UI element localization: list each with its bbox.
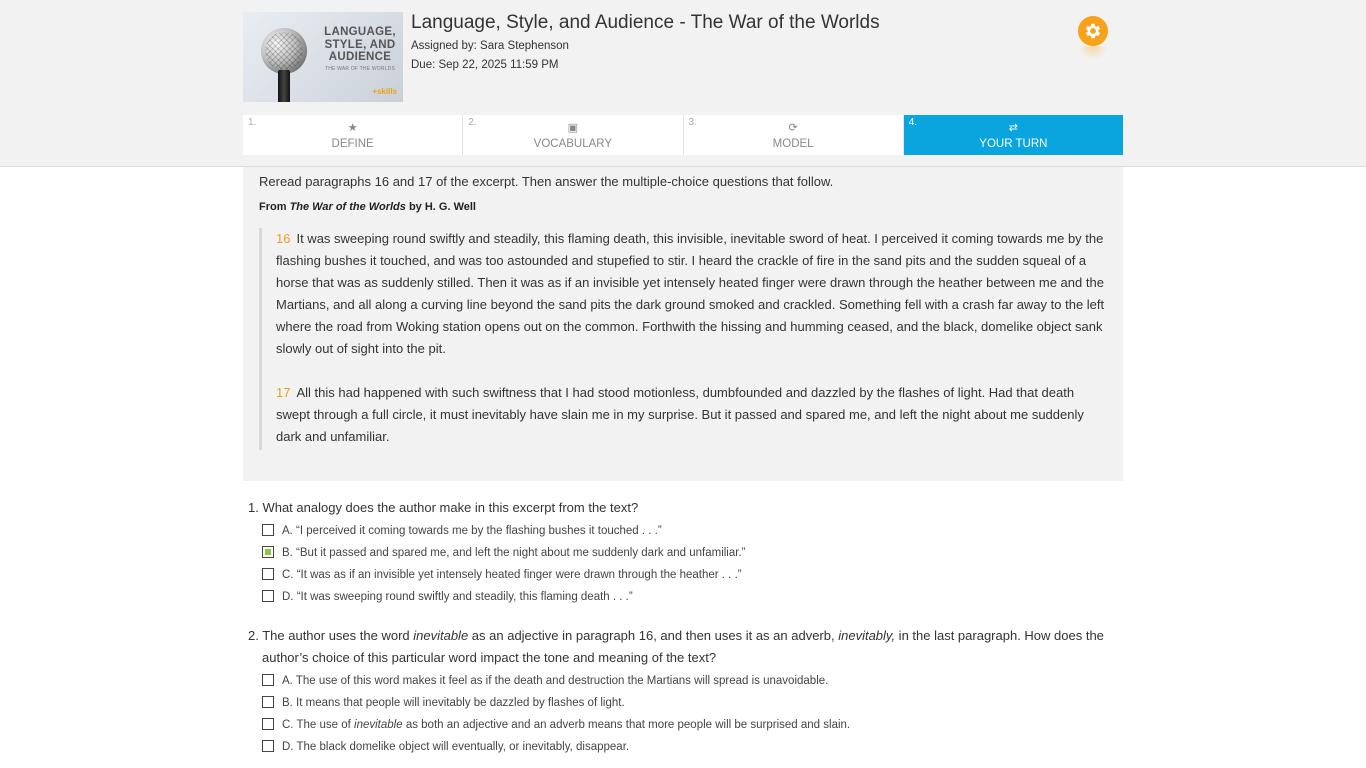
- briefcase-icon: ▣: [567, 122, 579, 134]
- tab-vocabulary[interactable]: [463, 115, 683, 155]
- answer-option[interactable]: B. It means that people will inevitably be dazzled by flashes of light.: [262, 692, 625, 714]
- answer-option[interactable]: D. The black domelike object will eventually, or inevitably, disappear.: [262, 736, 629, 758]
- tab-label: MODEL: [772, 138, 814, 150]
- checkbox[interactable]: [262, 718, 274, 730]
- question-1: [248, 497, 1118, 519]
- brand-logo: +skills: [372, 87, 397, 96]
- tab-label: YOUR TURN: [979, 138, 1048, 150]
- answer-option[interactable]: A. The use of this word makes it feel as if the death and destruction the Martians will spread is unavoidable.: [262, 670, 828, 692]
- sync-icon: ⇄: [1008, 122, 1018, 134]
- paragraph-17: 17 All this had happened with such swiftness that I had stood motionless, dumbfounded and dazzled by the flashes of light. Had that death swept through a full circle, it must inevitably have slain me in my surprise. But it passed and spared me, and left the night about me suddenly dark and unfamiliar.: [276, 385, 1084, 444]
- checkbox[interactable]: [262, 740, 274, 752]
- tab-number: 1.: [248, 117, 257, 128]
- source-title: The War of the Worlds: [289, 201, 406, 213]
- assigned-by: Assigned by: Sara Stephenson: [411, 40, 569, 52]
- answer-option[interactable]: C. “It was as if an invisible yet intensely heated finger were drawn through the heather . . .”: [262, 564, 742, 586]
- gear-icon: [1083, 21, 1103, 41]
- checkbox[interactable]: [262, 696, 274, 708]
- settings-button-shadow: [1078, 46, 1108, 60]
- microphone-handle: [278, 70, 290, 102]
- star-icon: ★: [347, 122, 358, 134]
- answer-option[interactable]: A. “I perceived it coming towards me by the flashing bushes it touched . . .”: [262, 520, 662, 542]
- tab-number: 3.: [688, 117, 697, 128]
- question-2: [248, 625, 1118, 669]
- refresh-icon: ⟳: [788, 122, 798, 134]
- due-date: Due: Sep 22, 2025 11:59 PM: [411, 59, 559, 71]
- answer-option[interactable]: D. “It was sweeping round swiftly and steadily, this flaming death . . .”: [262, 586, 633, 608]
- excerpt-blockquote: [259, 228, 1111, 450]
- instructions: Reread paragraphs 16 and 17 of the excerpt. Then answer the multiple-choice questions that follow.: [259, 174, 834, 189]
- thumbnail-subtitle: THE WAR OF THE WORLDS: [324, 66, 396, 72]
- microphone-icon: [261, 28, 307, 74]
- tab-label: VOCABULARY: [533, 138, 613, 150]
- settings-button[interactable]: [1078, 16, 1108, 46]
- paragraph-16: 16 It was sweeping round swiftly and steadily, this flaming death, this invisible, inevitable sword of heat. I perceived it coming towards me by the flashing bushes it touched, and was too astounded and stupefied to stir. I heard the crackle of fire in the sand pits and the sudden squeal of a horse that was as suddenly stilled. Then it was as if an invisible yet intensely heated finger were drawn through the heather between me and the Martians, and all along a curving line beyond the sand pits the dark ground smoked and crackled. Something fell with a crash far away to the left where the road from Woking station opens out on the common. Forthwith the hissing and humming ceased, and the black, domelike object sank slowly out of sight into the pit.: [276, 231, 1105, 356]
- step-tabs: [243, 115, 1123, 155]
- checkbox[interactable]: [262, 568, 274, 580]
- tab-number: 2.: [468, 117, 477, 128]
- tab-define[interactable]: [243, 115, 463, 155]
- paragraph-number: 16: [276, 231, 291, 246]
- tab-label: DEFINE: [331, 138, 374, 150]
- assignment-thumbnail: [243, 12, 403, 102]
- tab-your-turn[interactable]: [904, 115, 1123, 155]
- thumbnail-title: LANGUAGE, STYLE, AND AUDIENCE: [324, 26, 396, 63]
- checkbox[interactable]: [262, 524, 274, 536]
- checkbox[interactable]: [262, 674, 274, 686]
- page-title: Language, Style, and Audience - The War of the Worlds: [411, 12, 880, 33]
- tab-number: 4.: [908, 117, 918, 128]
- tab-model[interactable]: [684, 115, 904, 155]
- answer-option[interactable]: C. The use of inevitable as both an adjective and an adverb means that more people will be surprised and slain.: [262, 714, 850, 736]
- question-text: 1. What analogy does the author make in this excerpt from the text?: [248, 500, 639, 515]
- answer-option[interactable]: B. “But it passed and spared me, and left the night about me suddenly dark and unfamiliar.”: [262, 542, 745, 564]
- source-citation: From The War of the Worlds by H. G. Well: [259, 201, 476, 213]
- checkbox-checked[interactable]: [262, 546, 274, 558]
- paragraph-number: 17: [276, 385, 291, 400]
- question-text: 2. The author uses the word inevitable as an adjective in paragraph 16, and then uses it as an adverb, inevitably, in the last paragraph. How does the author’s choice of this particular word impact the tone and meaning of the text?: [248, 628, 1104, 665]
- checkbox[interactable]: [262, 590, 274, 602]
